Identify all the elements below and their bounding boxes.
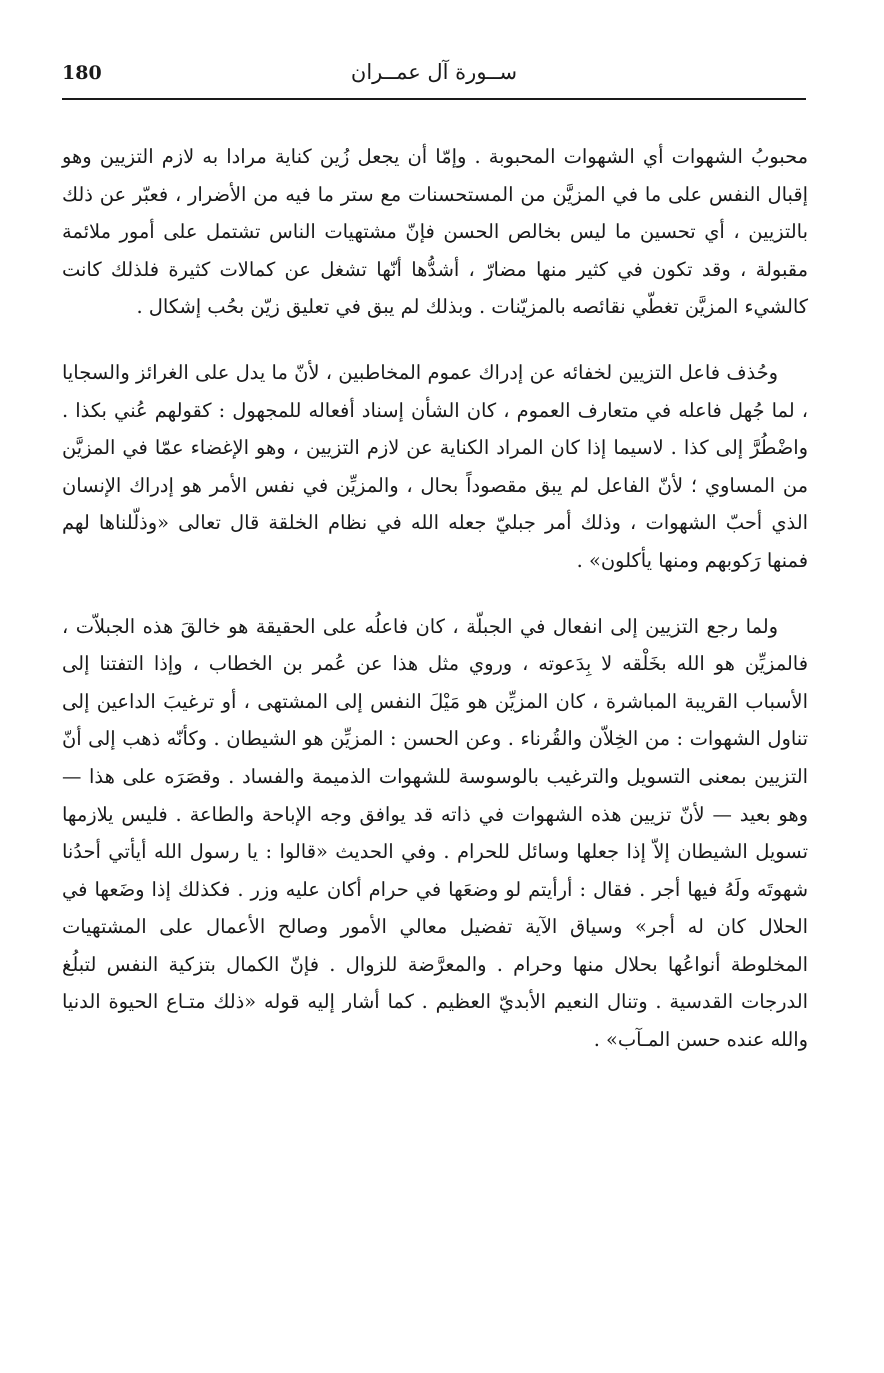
page-number: 180 bbox=[62, 62, 102, 84]
page-header bbox=[62, 58, 806, 100]
running-title: ســورة آل عمــران bbox=[350, 60, 518, 84]
page-body bbox=[62, 138, 808, 1087]
paragraph: ولما رجع التزيين إلى انفعال في الجبلّة ، كان فاعلُه على الحقيقة هو خالقَ هذه الجبلاّت ، فالمزيِّن هو الله بخَلْقه لا بِدَعوته ، وروي مثل هذا عن عُمر بن الخطاب ، وإذا التفتنا إلى الأسباب القريبة المباشرة ، كان المزيِّن هو مَيْلَ النفس إلى المشتهى ، أو ترغيبَ الداعين إلى تناول الشهوات : من الخِلاّن والقُرناء . وعن الحسن : المزيِّن هو الشيطان . وكأنّه ذهب إلى أنّ التزيين بمعنى التسويل والترغيب بالوسوسة للشهوات الذميمة والفساد . وقصَرَه على هذا — وهو بعيد — لأنّ تزيين هذه الشهوات في ذاته قد يوافق وجه الإباحة والطاعة . فليس يلازمها تسويل الشيطان إلاّ إذا جعلها وسائل للحرام . وفي الحديث «قالوا : يا رسول الله أيأتي أحدُنا شهوتَه ولَهُ فيها أجر . فقال : أرأيتم لو وضعَها في حرام أكان عليه وزر . فكذلك إذا وضَعها في الحلال كان له أجر» وسياق الآية تفضيل معالي الأمور وصالح الأعمال على المشتهيات المخلوطة أنواعُها بحلال منها وحرام . والمعرَّضة للزوال . فإنّ الكمال بتزكية النفس لتبلُغ الدرجات القدسية . وتنال النعيم الأبديّ العظيم . كما أشار إليه قوله «ذلك متـاع الحيوة الدنيا والله عنده حسن المـآب» . bbox=[62, 614, 808, 1052]
paragraph: محبوبُ الشهوات أي الشهوات المحبوبة . وإمّا أن يجعل زُين كناية مرادا به لازم التزيين وهو إقبال النفس على ما في المزيَّن من المستحسنات مع ستر ما فيه من الأضرار ، فعبّر عن ذلك بالتزيين ، أي تحسين ما ليس بخالص الحسن فإنّ مشتهيات الناس تشتمل على أمور ملائمة مقبولة ، وقد تكون في كثير منها مضارّ ، أشدُّها أنّها تشغل عن كمالات كثيرة فلذلك كانت كالشيء المزيَّن تغطّي نقائصه بالمزيّنات . وبذلك لم يبق في تعليق زيّن بحُب إشكال . bbox=[62, 145, 808, 319]
paragraph: وحُذف فاعل التزيين لخفائه عن إدراك عموم المخاطبين ، لأنّ ما يدل على الغرائز والسجايا ، لما جُهل فاعله في متعارف العموم ، كان الشأن إسناد أفعاله للمجهول : كقولهم عُني بكذا . واضْطُرَّ إلى كذا . لاسيما إذا كان المراد الكناية عن لازم التزيين ، وهو الإغضاء عمّا في المزيَّن من المساوي ؛ لأنّ الفاعل لم يبق مقصوداً بحال ، والمزيِّن في نفس الأمر هو إدراك الإنسان الذي أحبّ الشهوات ، وذلك أمر جبليّ جعله الله في نظام الخلقة قال تعالى «وذلّلناها لهم فمنها رَكوبهم ومنها يأكلون» . bbox=[62, 360, 808, 572]
